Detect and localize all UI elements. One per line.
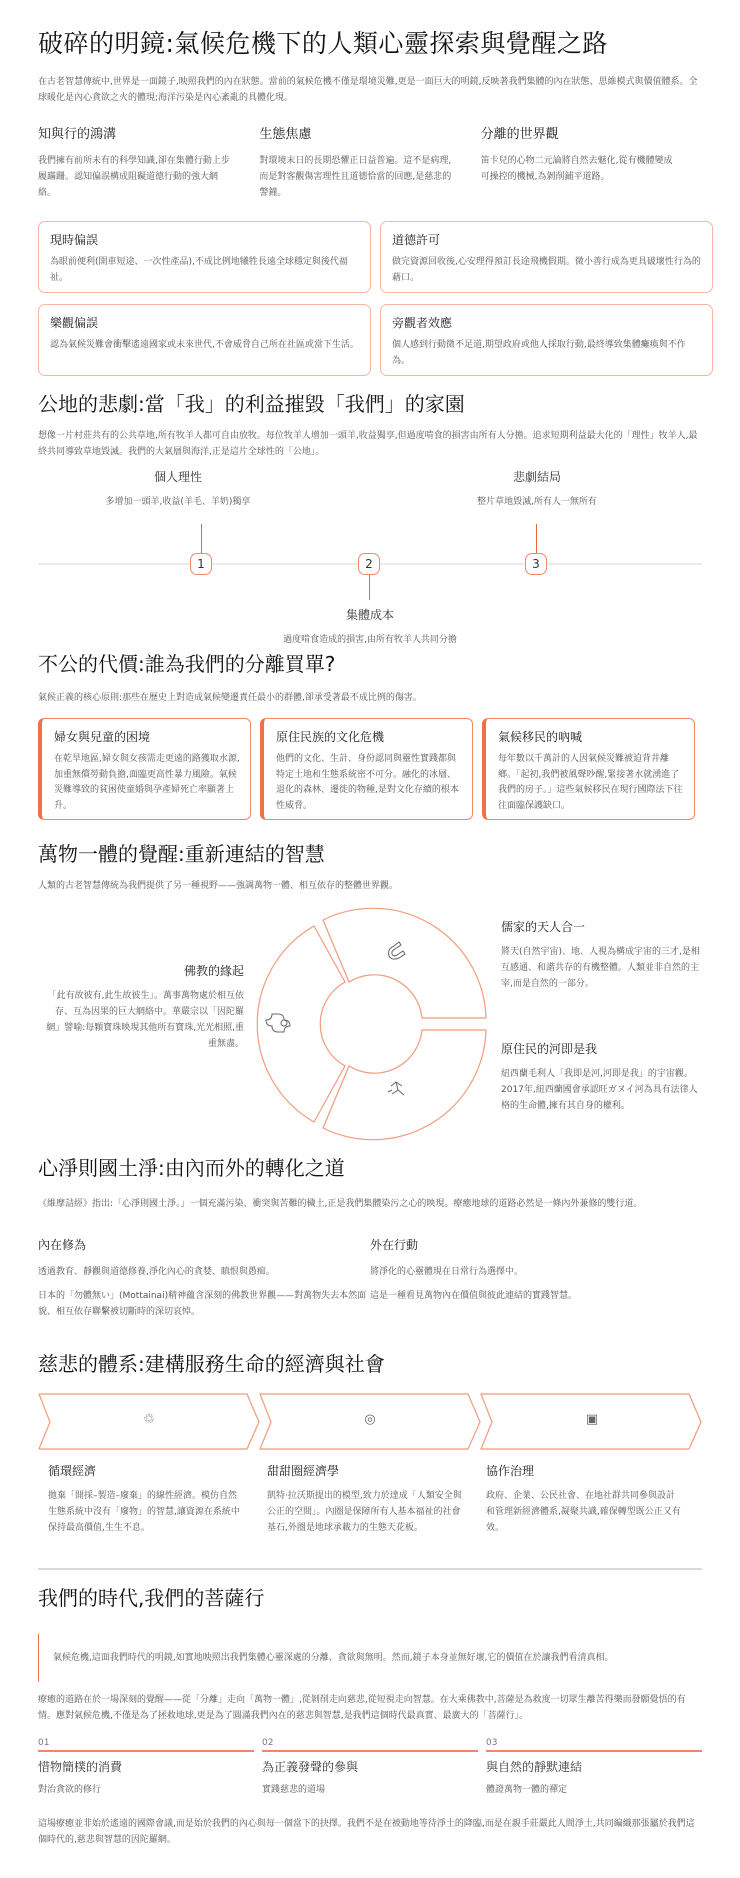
step-text: 過度啃食造成的損害,由所有牧羊人共同分擔 xyxy=(283,635,457,645)
step-number: 02 xyxy=(262,1738,478,1752)
recycle-icon: ♲ xyxy=(143,1412,155,1427)
step-number: 01 xyxy=(38,1738,254,1752)
justice-card-indigenous xyxy=(260,718,473,820)
card-title: 婦女與兒童的困境 xyxy=(54,730,151,744)
column-title: 循環經濟 xyxy=(48,1464,97,1478)
section-title: 心淨則國土淨:由內而外的轉化之道 xyxy=(38,1156,345,1180)
inner-cultivation xyxy=(38,1236,370,1328)
section-title: 慈悲的體系:建構服務生命的經濟與社會 xyxy=(38,1352,385,1376)
step-title: 個人理性 xyxy=(153,470,202,484)
card-text: 在乾旱地區,婦女與女孩需走更遠的路獲取水源,加重無償勞動負擔,面臨更高性暴力風險。氣候災難導致的貧困使童婚與孕產婦死亡率顯著上升。 xyxy=(54,754,240,811)
bias-title: 樂觀偏誤 xyxy=(50,316,99,330)
practice-steps xyxy=(38,1738,702,1798)
pillar-text: 我們擁有前所未有的科學知識,卻在集體行動上步履蹣跚。認知偏誤構成阻礙道德行動的強大網絡。 xyxy=(38,156,230,198)
section-compassion xyxy=(38,1350,702,1536)
pillar-title: 生態焦慮 xyxy=(259,127,312,142)
step-number: 03 xyxy=(486,1738,702,1752)
oneness-donut-diagram xyxy=(38,902,702,1142)
practice-step-3 xyxy=(486,1738,702,1798)
step-title: 集體成本 xyxy=(345,608,394,622)
segment-text: 將天(自然宇宙)、地、人視為構成宇宙的三才,是相互感通、和諧共存的有機整體。人類並非自然的主宰,而是自然的一部分。 xyxy=(501,947,700,989)
segment-title: 原住民的河即是我 xyxy=(501,1042,598,1056)
timeline-step-1-label xyxy=(58,468,298,510)
page-title: 破碎的明鏡:氣候危機下的人類心靈探索與覺醒之路 xyxy=(38,29,608,58)
buddhism-description xyxy=(44,962,244,1052)
indigenous-description xyxy=(501,1040,701,1114)
confucian-description xyxy=(501,918,701,992)
section-divider xyxy=(38,1568,702,1570)
card-text: 每年數以千萬計的人因氣候災難被迫背井離鄉。「起初,我們被風聲吵醒,緊接著水就湧進了我們的房子。」這些氣候移民在現行國際法下往往面臨保護缺口。 xyxy=(498,754,683,811)
column-text: 透過教育、靜觀與道德修養,淨化內心的貪婪、瞋恨與愚痴。 xyxy=(38,1267,275,1277)
outer-action xyxy=(370,1236,702,1328)
segment-title: 佛教的緣起 xyxy=(183,964,244,978)
bias-card-optimism xyxy=(38,304,371,376)
card-title: 原住民族的文化危機 xyxy=(276,730,385,744)
flower-icon xyxy=(266,1014,290,1032)
bias-card-bystander xyxy=(380,304,713,376)
collaborative-governance xyxy=(476,1462,695,1536)
intro-paragraph: 在古老智慧傳統中,世界是一面鏡子,映照我們的內在狀態。當前的氣候危機不僅是環境災難,更是一面巨大的明鏡,反映著我們集體的內在狀態、思維模式與價值體系。全球暖化是內心貪欲之火的體現;海洋污染是內心紊亂的具體化現。 xyxy=(38,77,698,103)
section-lead: 想像一片村莊共有的公共草地,所有牧羊人都可自由放牧。每位牧羊人增加一頭羊,收益獨享,但過度啃食的損害由所有人分擔。追求短期利益最大化的「理性」牧羊人,最終共同導致草地毀滅。我們的大氣層與海洋,正是這片全球性的「公地」。 xyxy=(38,431,698,457)
timeline-node-2: 2 xyxy=(358,553,380,575)
step-title: 為正義發聲的參與 xyxy=(262,1760,359,1774)
section-title: 不公的代價:誰為我們的分離買單? xyxy=(38,652,336,676)
justice-card-women-children xyxy=(38,718,251,820)
chevron-process xyxy=(38,1392,702,1452)
section-bodhisattva xyxy=(38,1584,702,1848)
step-title: 悲劇結局 xyxy=(512,470,561,484)
section-title: 公地的悲劇:當「我」的利益摧毀「我們」的家園 xyxy=(38,392,465,416)
bias-title: 旁觀者效應 xyxy=(392,316,453,330)
cognitive-bias-grid xyxy=(38,221,702,376)
column-text: 日本的「勿體無い」(Mottainai)精神蘊含深刻的佛教世界觀——對萬物失去本然面貌、相互依存聯繫被切斷時的深切哀悼。 xyxy=(38,1291,367,1317)
donut-segment-indigenous xyxy=(323,1030,486,1140)
step-text: 整片草地毀滅,所有人一無所有 xyxy=(477,497,597,507)
section-lead: 人類的古老智慧傳統為我們提供了另一種視野——強調萬物一體、相互依存的整體世界觀。 xyxy=(38,881,399,891)
section-lead: 《維摩詰經》指出:「心淨則國土淨。」一個充滿污染、衝突與苦難的穢土,正是我們集體染污之心的映現。療癒地球的道路必然是一條內外兼修的雙行道。 xyxy=(38,1199,643,1209)
step-text: 對治貪欲的修行 xyxy=(38,1785,102,1795)
section-oneness xyxy=(38,840,702,1142)
step-title: 惜物簡樸的消費 xyxy=(38,1760,123,1774)
bias-text: 為眼前便利(開車短途、一次性產品),不成比例地犧牲長遠全球穩定與後代福祉。 xyxy=(50,257,348,283)
column-title: 甜甜圈經濟學 xyxy=(267,1464,340,1478)
segment-title: 儒家的天人合一 xyxy=(501,920,586,934)
bias-title: 現時偏誤 xyxy=(50,233,99,247)
column-title: 外在行動 xyxy=(370,1238,419,1252)
section-commons xyxy=(38,390,702,645)
donut-segment-confucian xyxy=(323,908,486,1018)
card-title: 氣候移民的吶喊 xyxy=(498,730,583,744)
donut-chart xyxy=(253,906,493,1146)
bias-text: 個人感到行動微不足道,期望政府或他人採取行動,最終導致集體癱瘓與不作為。 xyxy=(392,340,686,366)
pillar-title: 知與行的鴻溝 xyxy=(38,127,117,142)
bias-title: 道德許可 xyxy=(392,233,441,247)
timeline-step-3-label xyxy=(417,468,657,510)
magnet-icon xyxy=(389,942,405,959)
justice-card-migrants xyxy=(482,718,695,820)
circular-economy xyxy=(38,1462,257,1536)
person-icon xyxy=(388,1082,404,1095)
step-text: 實踐慈悲的道場 xyxy=(262,1785,326,1795)
section-title: 我們的時代,我們的菩薩行 xyxy=(38,1586,265,1610)
pillar-dualism xyxy=(481,126,702,201)
pillar-text: 笛卡兒的心物二元論將自然去魅化,從有機體變成可操控的機械,為剝削鋪平道路。 xyxy=(480,156,673,182)
section-title: 萬物一體的覺醒:重新連結的智慧 xyxy=(38,842,325,866)
timeline-step-2-label xyxy=(250,606,490,648)
justice-cards xyxy=(38,718,702,820)
step-title: 與自然的靜默連結 xyxy=(486,1760,583,1774)
compassion-columns xyxy=(38,1462,702,1536)
donut-segment-buddhism xyxy=(257,926,345,1122)
segment-text: 「此有故彼有,此生故彼生」。萬事萬物處於相互依存、互為因果的巨大網絡中。華嚴宗以「因陀羅網」譬喻:每顆寶珠映現其他所有寶珠,光光相照,重重無盡。 xyxy=(46,991,244,1049)
practice-step-2 xyxy=(262,1738,478,1798)
inner-outer-columns xyxy=(38,1236,702,1328)
commons-timeline xyxy=(38,464,702,645)
card-text: 他們的文化、生計、身份認同與靈性實踐都與特定土地和生態系統密不可分。融化的冰層、退化的森林、遷徙的物種,是對文化存續的根本性威脅。 xyxy=(276,754,459,811)
pillar-title: 分離的世界觀 xyxy=(480,127,559,142)
practice-step-1 xyxy=(38,1738,254,1798)
closing-body: 療癒的道路在於一場深刻的覺醒——從「分離」走向「萬物一體」,從剝削走向慈悲,從短視走向智慧。在大乘佛教中,菩薩是為救度一切眾生離苦得樂而發願覺悟的有情。應對氣候危機,不僅是為了拯救地球,更是為了圓滿我們內在的慈悲與智慧,是我們這個時代最真實、最廣大的「菩薩行」。 xyxy=(38,1695,686,1721)
timeline-node-1: 1 xyxy=(190,553,212,575)
blockquote xyxy=(38,1634,702,1682)
column-text: 這是一種看見萬物內在價值與彼此連結的實踐智慧。 xyxy=(370,1291,578,1301)
timeline-stem xyxy=(369,575,370,600)
timeline-stem xyxy=(201,524,202,553)
doughnut-economics xyxy=(257,1462,476,1536)
column-text: 凱特·拉沃斯提出的模型,致力於達成「人類安全與公正的空間」。內圈是保障所有人基本福祉的社會基石,外圈是地球承載力的生態天花板。 xyxy=(267,1491,462,1533)
column-text: 拋棄「開採–製造–廢棄」的線性經濟。模仿自然生態系統中沒有「廢物」的智慧,讓資源在系統中保持最高價值,生生不息。 xyxy=(48,1491,240,1533)
pillar-text: 對環境末日的長期恐懼正日益普遍。這不是病理,而是對客觀傷害理性且道德恰當的回應,是慈悲的警鐘。 xyxy=(259,156,452,198)
column-title: 協作治理 xyxy=(486,1464,535,1478)
pillar-eco-anxiety xyxy=(259,126,480,201)
closing-final-paragraph: 這場療癒並非始於遙遠的國際會議,而是始於我們的內心與每一個當下的抉擇。我們不是在被動地等待淨土的降臨,而是在親手莊嚴此人間淨土,共同編織那張屬於我們這個時代的,慈悲與智慧的因陀羅網。 xyxy=(38,1819,695,1845)
timeline-stem xyxy=(536,524,537,553)
donut-icon: ◎ xyxy=(364,1412,376,1427)
section-pure-land xyxy=(38,1154,702,1328)
bias-text: 認為氣候災難會衝擊遙遠國家或未來世代,不會威脅自己所在社區或當下生活。 xyxy=(50,340,359,350)
column-text: 政府、企業、公民社會、在地社群共同參與設計和管理新經濟體系,凝聚共識,確保轉型既公正又有效。 xyxy=(486,1491,681,1533)
step-text: 體證萬物一體的禪定 xyxy=(486,1785,568,1795)
section-lead: 氣候正義的核心原則:那些在歷史上對造成氣候變遷責任最小的群體,卻承受著最不成比例的傷害。 xyxy=(38,693,422,703)
segment-text: 紐西蘭毛利人「我即是河,河即是我」的宇宙觀。2017年,紐西蘭國會承認旺ガヌイ河為具有法律人格的生命體,擁有其自身的權利。 xyxy=(501,1069,698,1111)
column-text: 將淨化的心靈體現在日常行為選擇中。 xyxy=(370,1267,524,1277)
bias-text: 做完資源回收後,心安理得預訂長途飛機假期。微小善行成為更具破壞性行為的藉口。 xyxy=(392,257,701,283)
bias-card-moral-license xyxy=(380,221,713,293)
quote-text: 氣候危機,這面我們時代的明鏡,如實地映照出我們集體心靈深處的分離、貪欲與無明。然而,鏡子本身並無好壞,它的價值在於讓我們看清真相。 xyxy=(53,1653,614,1663)
pillars xyxy=(38,126,702,201)
column-title: 內在修為 xyxy=(38,1238,87,1252)
pillar-knowledge-gap xyxy=(38,126,259,201)
step-text: 多增加一頭羊,收益(羊毛、羊奶)獨享 xyxy=(105,497,251,507)
bias-card-present xyxy=(38,221,371,293)
section-justice xyxy=(38,650,702,820)
timeline-node-3: 3 xyxy=(525,553,547,575)
id-badge-icon: ▣ xyxy=(585,1412,599,1427)
